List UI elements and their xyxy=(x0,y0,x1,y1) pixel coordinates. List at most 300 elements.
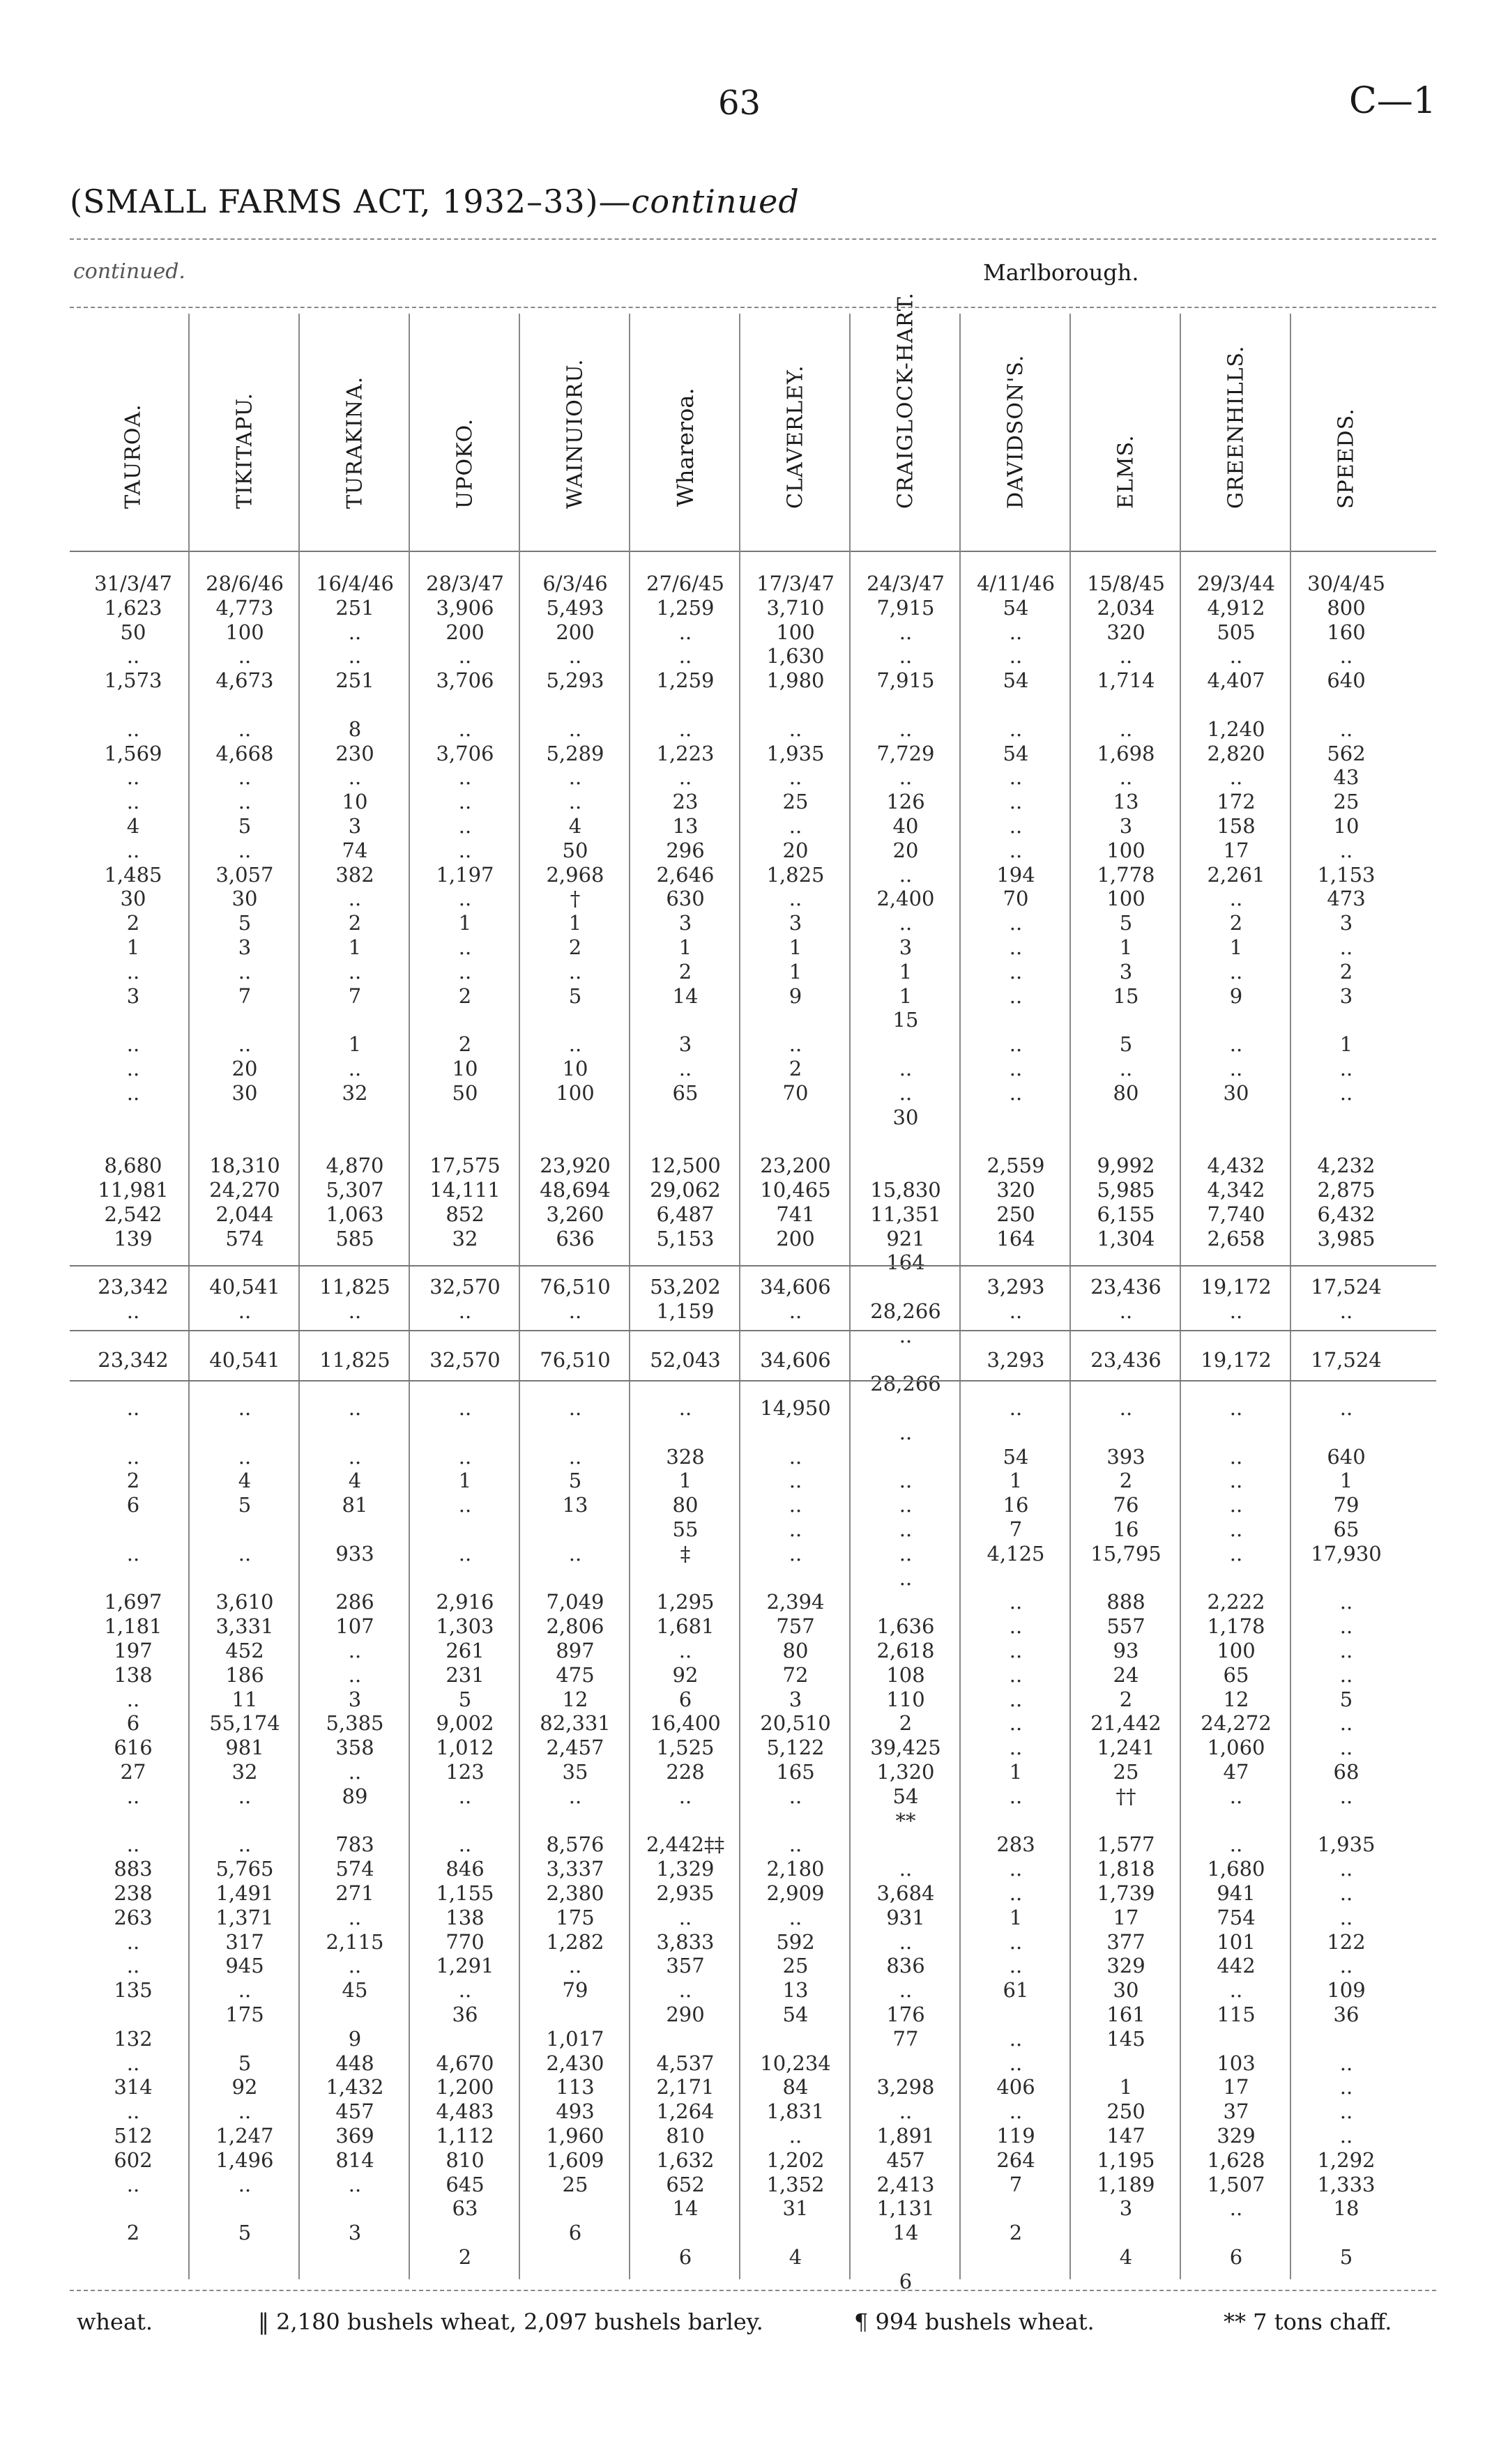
table-cell xyxy=(961,1372,1071,1396)
table-cell: 11 xyxy=(231,1687,258,1711)
table-cell xyxy=(520,1008,630,1032)
table-cell: .. xyxy=(1339,1954,1353,1978)
table-cell xyxy=(961,693,1071,717)
table-cell: 2,916 xyxy=(436,1590,494,1614)
table-cell: 43 xyxy=(1333,765,1360,790)
table-cell: 933 xyxy=(335,1541,374,1566)
table-cell xyxy=(851,1032,961,1057)
table-cell: 1,063 xyxy=(326,1202,384,1226)
table-cell xyxy=(630,2027,740,2051)
table-cell: 16 xyxy=(1003,1493,1029,1517)
table-cell: 18 xyxy=(1333,2196,1360,2221)
table-cell: 12 xyxy=(1223,1687,1249,1711)
table-cell: 40,541 xyxy=(209,1347,280,1372)
region-label-marlborough: Marlborough. xyxy=(983,259,1139,286)
table-cell: 1,153 xyxy=(1317,862,1376,887)
table-cell: .. xyxy=(1339,1614,1353,1639)
column-divider xyxy=(1180,314,1181,2279)
table-cell: .. xyxy=(789,1493,802,1517)
data-column xyxy=(630,572,740,2270)
table-cell xyxy=(740,1250,851,1275)
table-cell: .. xyxy=(458,1299,472,1323)
table-cell: .. xyxy=(1229,1299,1243,1323)
table-cell xyxy=(520,2003,630,2027)
table-cell: 14,950 xyxy=(760,1396,831,1421)
data-column xyxy=(740,572,851,2270)
table-cell: 2,542 xyxy=(104,1202,162,1226)
table-cell: .. xyxy=(348,887,362,911)
table-cell: 55 xyxy=(672,1517,699,1542)
table-cell xyxy=(410,2027,520,2051)
table-cell: .. xyxy=(568,1396,582,1421)
table-cell: 2,646 xyxy=(656,862,715,887)
table-cell xyxy=(630,1324,740,1348)
table-cell xyxy=(851,2051,961,2076)
column-header-label: UPOKO. xyxy=(452,418,478,509)
table-cell: .. xyxy=(1119,1056,1133,1080)
table-cell: 329 xyxy=(1106,1954,1145,1978)
table-cell: .. xyxy=(1339,1784,1353,1808)
table-cell: 5 xyxy=(458,1687,472,1711)
table-cell: 921 xyxy=(886,1226,925,1250)
column-header-label: SPEEDS. xyxy=(1334,408,1359,509)
table-cell: 1,935 xyxy=(766,741,825,765)
table-cell: .. xyxy=(458,959,472,984)
table-cell: 1 xyxy=(1339,1469,1353,1493)
table-cell: .. xyxy=(458,1541,472,1566)
table-cell: 1 xyxy=(348,1032,362,1057)
table-cell: 164 xyxy=(996,1226,1035,1250)
table-cell: 3 xyxy=(348,813,362,838)
table-cell: 814 xyxy=(335,2148,374,2172)
table-cell xyxy=(1291,1421,1401,1445)
table-cell: 31/3/47 xyxy=(94,572,172,595)
table-cell: 108 xyxy=(886,1662,925,1687)
table-cell: 250 xyxy=(996,1202,1035,1226)
table-cell xyxy=(630,1105,740,1130)
table-cell: 92 xyxy=(672,1662,699,1687)
table-cell: 7,915 xyxy=(876,668,935,693)
table-cell xyxy=(961,2003,1071,2027)
table-cell: .. xyxy=(1009,959,1023,984)
table-cell: .. xyxy=(568,1954,582,1978)
data-column xyxy=(1071,572,1181,2270)
table-cell: .. xyxy=(1339,1639,1353,1663)
table-cell: .. xyxy=(899,1056,913,1080)
table-cell: 981 xyxy=(225,1736,264,1760)
table-cell: 74 xyxy=(342,838,368,862)
table-cell: 20 xyxy=(782,838,809,862)
column-divider xyxy=(849,314,851,2279)
table-cell: 271 xyxy=(335,1881,374,1906)
table-cell: 810 xyxy=(445,2148,485,2172)
column-header-label: CLAVERLEY. xyxy=(783,365,808,509)
table-cell xyxy=(410,693,520,717)
table-cell: 79 xyxy=(562,1978,588,2003)
table-cell: 39,425 xyxy=(870,1736,941,1760)
table-cell: .. xyxy=(1229,765,1243,790)
table-cell: 28,266 xyxy=(870,1372,941,1396)
table-cell xyxy=(1291,1324,1401,1348)
table-cell: 636 xyxy=(556,1226,595,1250)
table-cell: .. xyxy=(899,1541,913,1566)
table-cell: 1,935 xyxy=(1317,1832,1376,1857)
table-cell: 9 xyxy=(789,984,802,1008)
table-cell: 6 xyxy=(126,1711,140,1736)
table-cell: 1,202 xyxy=(766,2148,825,2172)
table-cell: .. xyxy=(1009,790,1023,814)
table-cell: 23,436 xyxy=(1090,1347,1162,1372)
page-code: C—1 xyxy=(1349,80,1436,122)
table-cell xyxy=(630,1129,740,1154)
table-cell: 1,577 xyxy=(1097,1832,1155,1857)
table-cell: .. xyxy=(1229,959,1243,984)
table-cell: 197 xyxy=(114,1639,153,1663)
table-cell: 2,559 xyxy=(987,1154,1045,1178)
table-cell: 89 xyxy=(342,1784,368,1808)
table-cell xyxy=(1291,1809,1401,1833)
table-cell: 1 xyxy=(126,935,140,959)
table-cell xyxy=(410,2221,520,2245)
table-cell: 5 xyxy=(1119,911,1133,935)
table-cell: .. xyxy=(1009,1299,1023,1323)
table-cell: 493 xyxy=(556,2099,595,2124)
column-header-label: TAUROA. xyxy=(121,404,146,509)
table-cell: 3 xyxy=(1339,984,1353,1008)
table-cell: 5,307 xyxy=(326,1177,384,1202)
table-cell: 12 xyxy=(562,1687,588,1711)
table-cell: 2,875 xyxy=(1317,1177,1376,1202)
table-cell: .. xyxy=(1339,1662,1353,1687)
table-cell: 7 xyxy=(238,984,252,1008)
table-cell xyxy=(520,1105,630,1130)
table-cell: 1,778 xyxy=(1097,862,1155,887)
table-cell: 2,180 xyxy=(766,1857,825,1881)
table-cell: 100 xyxy=(1106,887,1145,911)
table-cell: 2,806 xyxy=(546,1614,604,1639)
table-cell: 358 xyxy=(335,1736,374,1760)
table-cell: 251 xyxy=(335,595,374,620)
data-column xyxy=(1181,572,1291,2270)
table-cell: 320 xyxy=(996,1177,1035,1202)
column-divider xyxy=(629,314,630,2279)
table-cell xyxy=(1181,1372,1291,1396)
table-cell: 161 xyxy=(1106,2003,1145,2027)
table-cell: 1,980 xyxy=(766,668,825,693)
table-cell: 512 xyxy=(114,2124,153,2148)
table-cell: 113 xyxy=(556,2075,595,2099)
table-cell xyxy=(1071,1008,1181,1032)
table-cell xyxy=(1181,1809,1291,1833)
table-cell: 23,920 xyxy=(540,1154,611,1178)
table-cell: .. xyxy=(1009,1736,1023,1760)
table-cell xyxy=(410,1105,520,1130)
table-cell: .. xyxy=(568,717,582,741)
table-cell: 2,935 xyxy=(656,1881,715,1906)
table-cell: 231 xyxy=(445,1662,485,1687)
table-cell: 28/6/46 xyxy=(206,572,284,595)
table-cell xyxy=(740,1008,851,1032)
table-cell: 836 xyxy=(886,1954,925,1978)
table-cell: 6 xyxy=(678,2244,692,2269)
table-cell: 186 xyxy=(225,1662,264,1687)
table-cell xyxy=(190,1008,300,1032)
table-cell: 2,820 xyxy=(1207,741,1265,765)
table-cell: 8 xyxy=(348,717,362,741)
table-cell: 23,342 xyxy=(98,1347,169,1372)
table-cell: 320 xyxy=(1106,620,1145,644)
table-cell xyxy=(300,693,410,717)
table-cell: 14 xyxy=(892,2221,919,2245)
table-cell: .. xyxy=(1009,1614,1023,1639)
table-cell: .. xyxy=(126,1954,140,1978)
table-cell: 30 xyxy=(1113,1978,1139,2003)
section-rule xyxy=(70,1330,1436,1331)
table-cell: .. xyxy=(899,1323,913,1347)
table-cell: .. xyxy=(1339,1056,1353,1080)
table-cell: .. xyxy=(678,1396,692,1421)
table-cell: 1 xyxy=(1009,1469,1023,1493)
column-divider xyxy=(959,314,961,2279)
table-cell: .. xyxy=(1229,1517,1243,1542)
table-cell: 1,825 xyxy=(766,862,825,887)
table-cell: 3,710 xyxy=(766,595,825,620)
table-cell xyxy=(410,1250,520,1275)
table-cell: 164 xyxy=(886,1250,925,1275)
title-main: (SMALL FARMS ACT, 1932–33)— xyxy=(70,183,632,220)
table-cell xyxy=(520,1129,630,1154)
data-column xyxy=(851,572,961,2294)
table-cell: 4/11/46 xyxy=(977,572,1055,595)
table-cell: .. xyxy=(678,717,692,741)
table-cell: 10,234 xyxy=(760,2051,831,2075)
table-cell: 6/3/46 xyxy=(542,572,608,595)
table-cell: .. xyxy=(789,1299,802,1323)
table-cell: .. xyxy=(1009,717,1023,741)
table-cell xyxy=(1181,1566,1291,1591)
table-cell: 1,485 xyxy=(104,862,162,887)
table-cell: 1,698 xyxy=(1097,741,1155,765)
table-cell: 29,062 xyxy=(650,1177,721,1202)
table-cell: .. xyxy=(238,765,252,790)
table-cell xyxy=(961,1566,1071,1591)
table-cell xyxy=(300,1129,410,1154)
table-cell: 17,575 xyxy=(429,1154,501,1178)
table-cell: 115 xyxy=(1217,2003,1256,2027)
table-cell: .. xyxy=(1229,1832,1243,1857)
table-cell: .. xyxy=(126,1832,140,1857)
table-cell: .. xyxy=(126,2051,140,2075)
header-bottom-rule xyxy=(70,551,1436,552)
table-cell: 1,573 xyxy=(104,668,162,693)
table-cell: 1,292 xyxy=(1317,2148,1376,2172)
table-cell xyxy=(1071,1105,1181,1130)
table-cell: .. xyxy=(899,911,913,935)
table-cell: 53,202 xyxy=(650,1275,721,1299)
table-cell xyxy=(961,2196,1071,2221)
table-cell: 9 xyxy=(1229,984,1243,1008)
table-cell: 25 xyxy=(1333,790,1360,814)
table-cell: 1 xyxy=(1009,1760,1023,1784)
table-cell xyxy=(190,1129,300,1154)
table-cell: 10 xyxy=(1333,813,1360,838)
table-cell: .. xyxy=(789,2124,802,2148)
table-cell: 7 xyxy=(348,984,362,1008)
table-cell: 1 xyxy=(899,984,913,1008)
table-cell: 1,371 xyxy=(215,1905,274,1929)
table-cell: 100 xyxy=(1106,838,1145,862)
column-divider xyxy=(739,314,740,2279)
table-cell: 783 xyxy=(335,1832,374,1857)
table-cell: .. xyxy=(1339,1905,1353,1929)
table-cell: 3,684 xyxy=(876,1881,935,1906)
table-cell: .. xyxy=(1009,984,1023,1008)
table-cell: 475 xyxy=(556,1662,595,1687)
table-cell xyxy=(1071,1324,1181,1348)
table-cell: 2 xyxy=(126,1469,140,1493)
table-cell: 5,122 xyxy=(766,1736,825,1760)
table-cell: 28,266 xyxy=(870,1299,941,1323)
table-cell xyxy=(1181,2027,1291,2051)
table-cell: .. xyxy=(238,1832,252,1857)
table-cell xyxy=(630,1421,740,1445)
table-cell: 7,729 xyxy=(876,741,935,765)
data-column xyxy=(190,572,300,2245)
table-cell: .. xyxy=(348,959,362,984)
table-cell: 29/3/44 xyxy=(1197,572,1275,595)
table-cell: 1,247 xyxy=(215,2124,274,2148)
table-cell: 1,159 xyxy=(656,1299,715,1323)
table-cell xyxy=(190,1105,300,1130)
table-cell: 20 xyxy=(231,1056,258,1080)
table-cell: .. xyxy=(348,644,362,668)
bottom-rule xyxy=(70,2290,1436,2291)
table-cell: .. xyxy=(458,1978,472,2003)
table-cell: 283 xyxy=(996,1832,1035,1857)
table-cell: 48,694 xyxy=(540,1177,611,1202)
table-cell: 34,606 xyxy=(760,1347,831,1372)
table-cell: 107 xyxy=(335,1614,374,1639)
table-cell: 1,623 xyxy=(104,595,162,620)
table-cell: .. xyxy=(1229,1469,1243,1493)
table-cell: 1,569 xyxy=(104,741,162,765)
table-cell: 50 xyxy=(562,838,588,862)
table-cell: 2 xyxy=(1119,1687,1133,1711)
data-column xyxy=(1291,572,1401,2270)
column-divider xyxy=(1069,314,1071,2279)
footnote-2: ‖ 2,180 bushels wheat, 2,097 bushels barley. xyxy=(258,2309,763,2335)
table-cell: .. xyxy=(348,1905,362,1929)
table-cell xyxy=(1071,1129,1181,1154)
column-header-label: WAINUIORU. xyxy=(563,358,588,509)
table-cell xyxy=(300,1809,410,1833)
table-cell: 457 xyxy=(886,2148,925,2172)
table-cell: 110 xyxy=(886,1687,925,1711)
table-cell: 8,680 xyxy=(104,1154,162,1178)
table-cell: 1,681 xyxy=(656,1614,715,1639)
table-cell: .. xyxy=(126,1396,140,1421)
table-cell: 1,507 xyxy=(1207,2172,1265,2196)
table-cell xyxy=(520,1809,630,1833)
column-header-label: DAVIDSON'S. xyxy=(1003,354,1028,509)
table-cell: .. xyxy=(899,1420,913,1444)
table-cell: 3 xyxy=(126,984,140,1008)
table-cell: 757 xyxy=(776,1614,815,1639)
table-cell xyxy=(520,2196,630,2221)
table-cell: 54 xyxy=(782,2003,809,2027)
table-cell: .. xyxy=(899,1978,913,2003)
table-cell: .. xyxy=(348,1299,362,1323)
table-cell: 263 xyxy=(114,1905,153,1929)
table-cell: .. xyxy=(678,1978,692,2003)
table-cell xyxy=(410,1324,520,1348)
table-cell: 328 xyxy=(666,1444,705,1469)
section-rule xyxy=(70,1265,1436,1267)
table-cell: 16 xyxy=(1113,1517,1139,1542)
table-cell: .. xyxy=(126,1080,140,1105)
table-cell: .. xyxy=(568,1299,582,1323)
table-cell: 4,432 xyxy=(1207,1154,1265,1178)
table-cell: 2,658 xyxy=(1207,1226,1265,1250)
table-cell: 13 xyxy=(782,1978,809,2003)
table-cell: .. xyxy=(1009,1662,1023,1687)
table-cell: 1 xyxy=(789,959,802,984)
table-cell: .. xyxy=(899,644,913,668)
table-cell: 1 xyxy=(458,1469,472,1493)
table-cell xyxy=(1181,1105,1291,1130)
table-cell: .. xyxy=(238,838,252,862)
table-cell: .. xyxy=(348,1662,362,1687)
table-cell: 1 xyxy=(1119,2075,1133,2099)
table-cell: .. xyxy=(348,1639,362,1663)
table-cell: 3,331 xyxy=(215,1614,274,1639)
table-cell: 5 xyxy=(238,813,252,838)
table-cell: 1,012 xyxy=(436,1736,494,1760)
table-cell: 25 xyxy=(782,1954,809,1978)
table-cell: 17,524 xyxy=(1311,1275,1382,1299)
table-cell: 1,303 xyxy=(436,1614,494,1639)
table-cell: 941 xyxy=(1217,1881,1256,1906)
table-cell: 1,333 xyxy=(1317,2172,1376,2196)
table-cell: .. xyxy=(458,1832,472,1857)
table-cell: .. xyxy=(1229,1978,1243,2003)
table-cell: 1,259 xyxy=(656,595,715,620)
table-cell: .. xyxy=(126,959,140,984)
table-cell xyxy=(300,1324,410,1348)
table-cell xyxy=(520,1421,630,1445)
table-cell xyxy=(1181,1421,1291,1445)
table-cell xyxy=(520,1566,630,1591)
table-cell: 2 xyxy=(458,2244,472,2269)
table-cell xyxy=(78,1105,188,1130)
table-cell xyxy=(1291,1372,1401,1396)
table-cell: 65 xyxy=(672,1080,699,1105)
table-cell xyxy=(300,1105,410,1130)
table-cell: 2,400 xyxy=(876,887,935,911)
table-cell: 100 xyxy=(776,620,815,644)
table-cell: .. xyxy=(1339,1857,1353,1881)
table-cell: 640 xyxy=(1327,1444,1366,1469)
table-cell: 369 xyxy=(335,2124,374,2148)
table-cell: 4,673 xyxy=(215,668,274,693)
table-cell: .. xyxy=(238,1299,252,1323)
footnotes xyxy=(0,2309,1508,2350)
table-cell: 17 xyxy=(1223,2075,1249,2099)
table-cell: 4,407 xyxy=(1207,668,1265,693)
table-cell: 25 xyxy=(562,2172,588,2196)
table-cell: 14 xyxy=(672,984,699,1008)
table-cell xyxy=(1291,1250,1401,1275)
